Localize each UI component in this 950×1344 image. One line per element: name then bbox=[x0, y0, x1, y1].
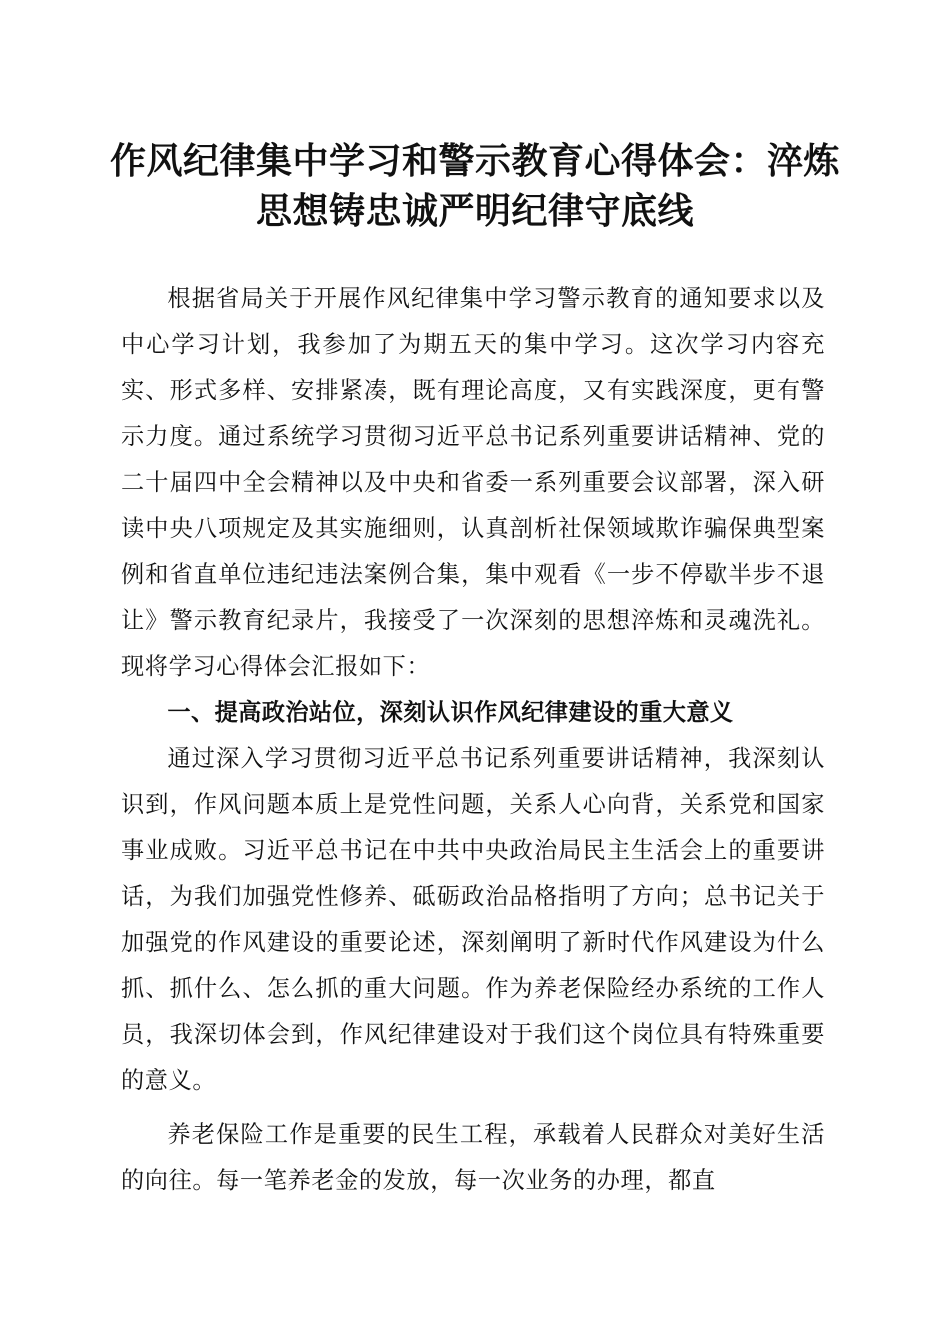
title-line-2: 思想铸忠诚严明纪律守底线 bbox=[255, 190, 694, 232]
paragraph-spacer bbox=[121, 1104, 825, 1112]
document-body bbox=[121, 276, 825, 1204]
intro-paragraph: 根据省局关于开展作风纪律集中学习警示教育的通知要求以及中心学习计划，我参加了为期五天的集中学习。这次学习内容充实、形式多样、安排紧凑，既有理论高度，又有实践深度，更有警示力度。通过系统学习贯彻习近平总书记系列重要讲话精神、党的二十届四中全会精神以及中央和省委一系列重要会议部署，深入研读中央八项规定及其实施细则，认真剖析社保领域欺诈骗保典型案例和省直单位违纪违法案例合集，集中观看《一步不停歇半步不退让》警示教育纪录片，我接受了一次深刻的思想淬炼和灵魂洗礼。现将学习心得体会汇报如下： bbox=[121, 285, 825, 680]
section-1-paragraph-1: 通过深入学习贯彻习近平总书记系列重要讲话精神，我深刻认识到，作风问题本质上是党性问题，关系人心向背，关系党和国家事业成败。习近平总书记在中共中央政治局民主生活会上的重要讲话，为我们加强党性修养、砥砺政治品格指明了方向；总书记关于加强党的作风建设的重要论述，深刻阐明了新时代作风建设为什么抓、抓什么、怎么抓的重大问题。作为养老保险经办系统的工作人员，我深切体会到，作风纪律建设对于我们这个岗位具有特殊重要的意义。 bbox=[121, 745, 825, 1094]
section-heading-1: 一、提高政治站位，深刻认识作风纪律建设的重大意义 bbox=[167, 699, 734, 726]
title-line-1: 作风纪律集中学习和警示教育心得体会：淬炼 bbox=[110, 140, 841, 182]
document-title bbox=[110, 136, 840, 236]
section-1-paragraph-2: 养老保险工作是重要的民生工程，承载着人民群众对美好生活的向往。每一笔养老金的发放，每一次业务的办理，都直 bbox=[121, 1121, 825, 1194]
